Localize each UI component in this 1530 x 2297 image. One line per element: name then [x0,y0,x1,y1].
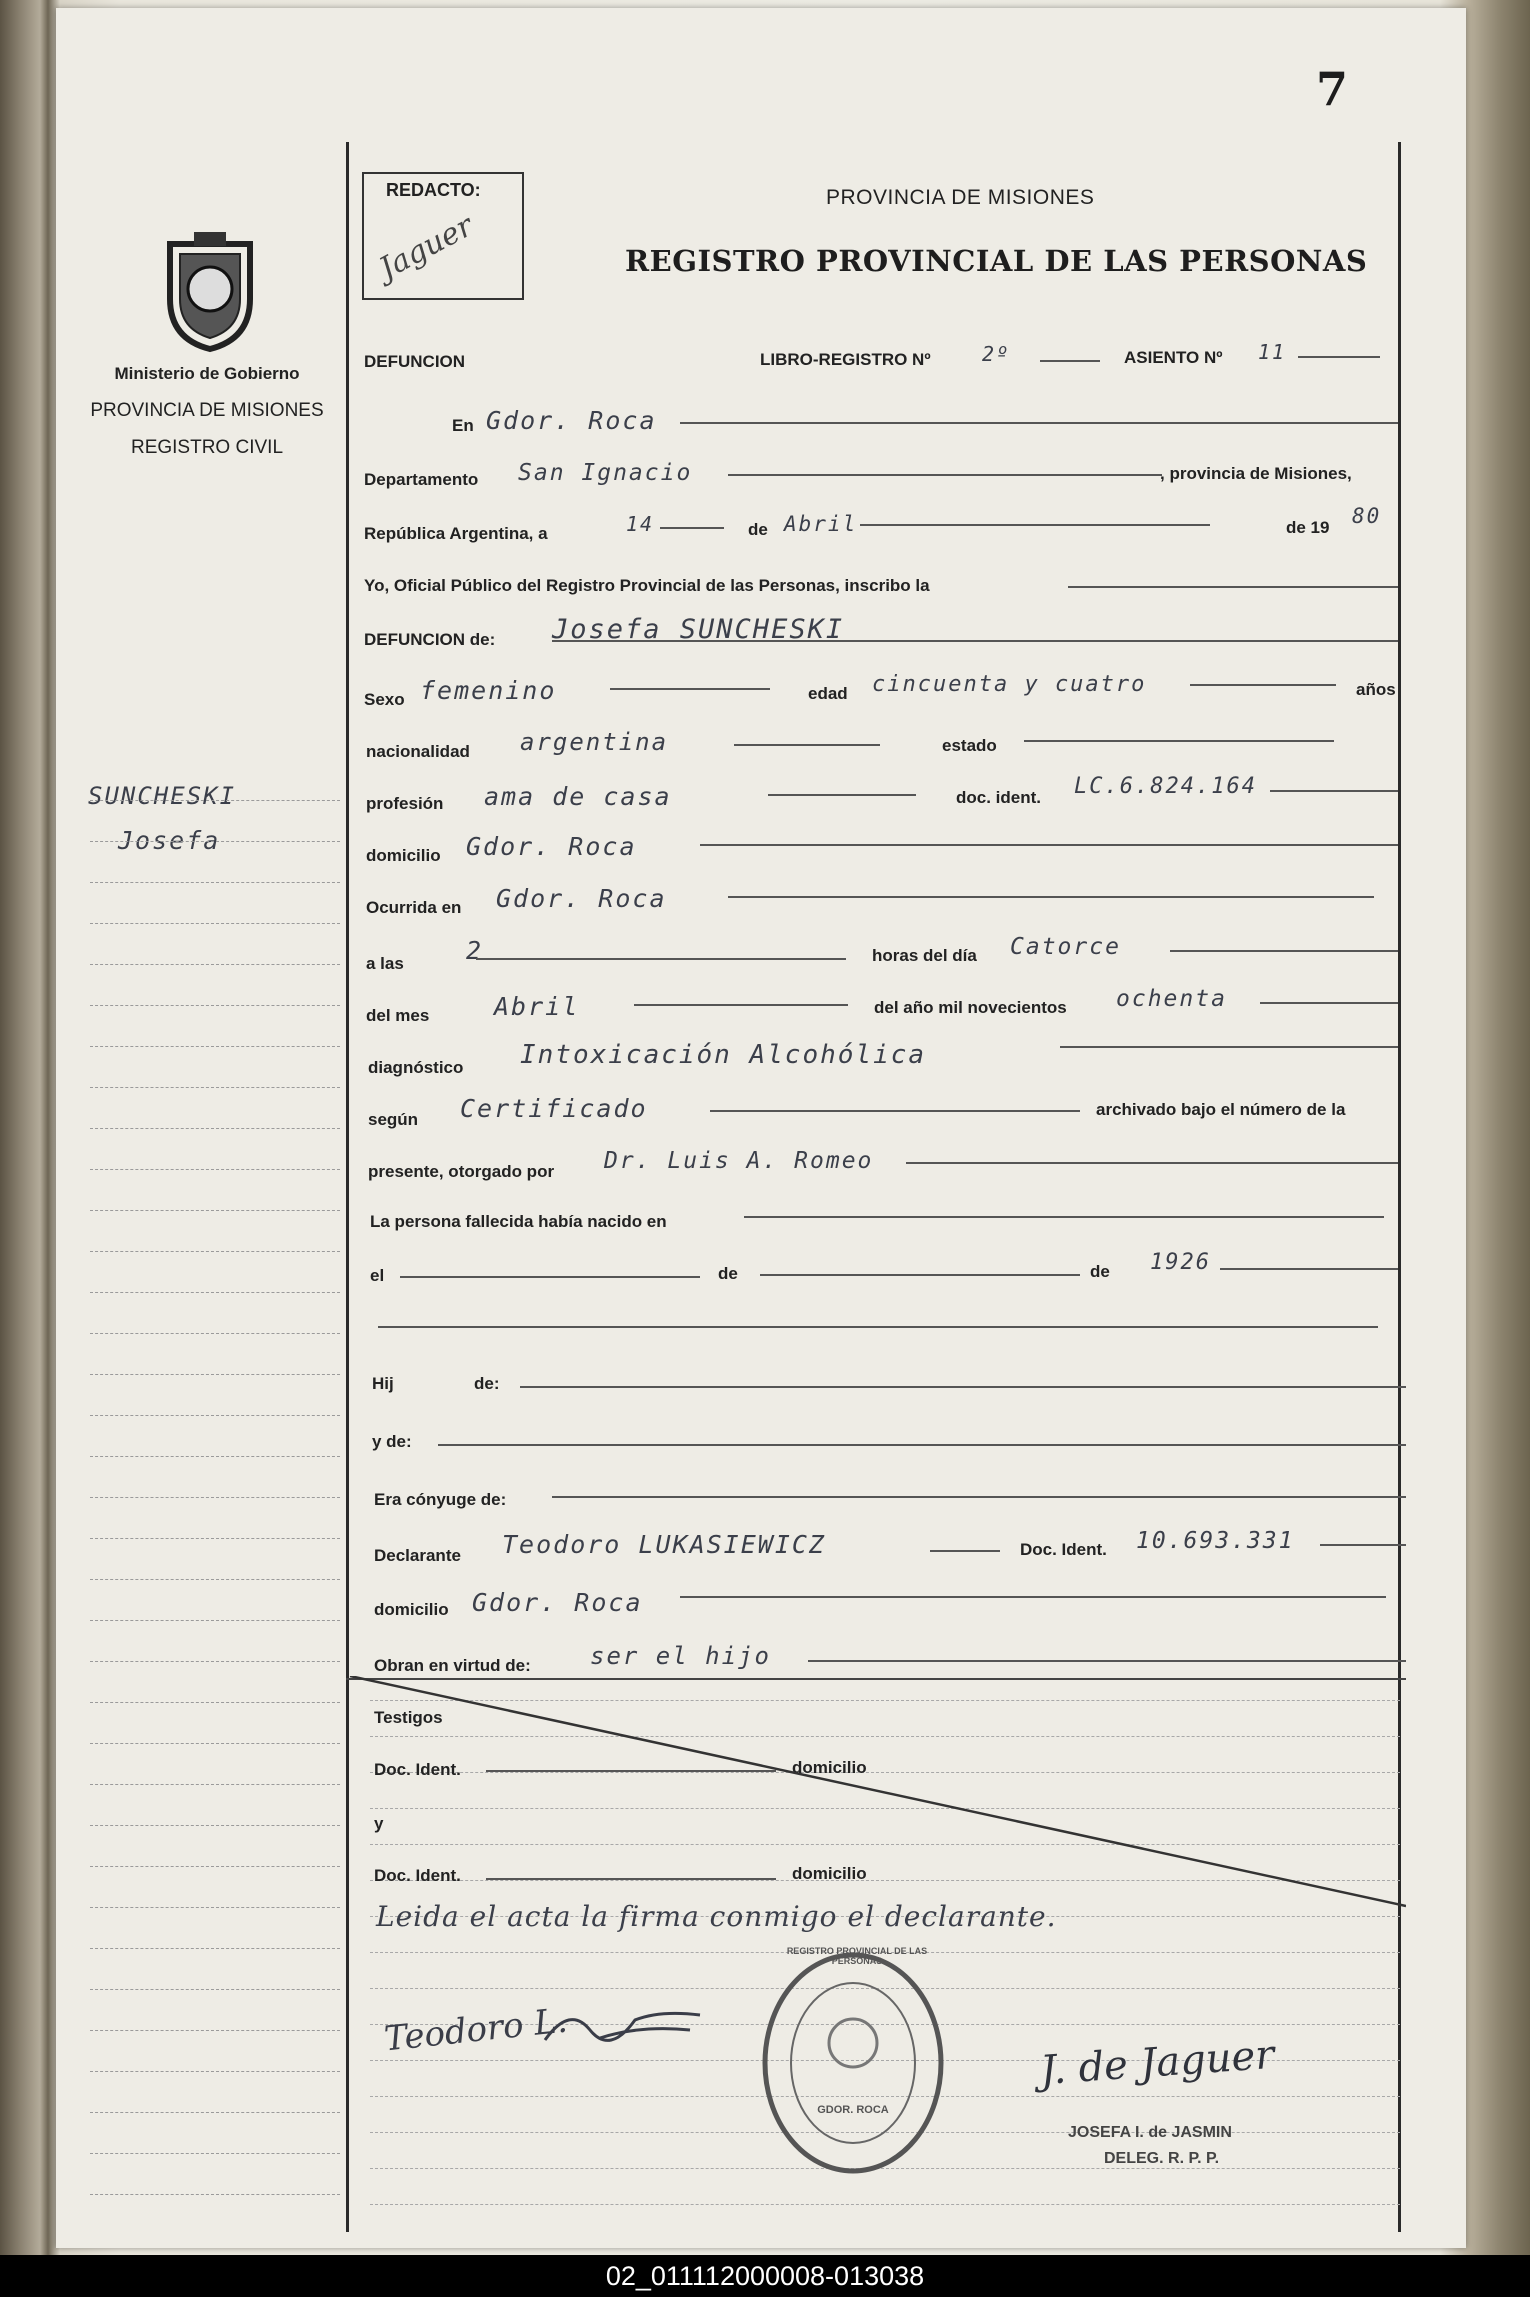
stamp-name: JOSEFA I. de JASMIN [1068,2124,1232,2141]
testigos-label: Testigos [374,1708,443,1727]
provincia-label: , provincia de Misiones, [1160,464,1352,483]
nacionalidad-fill [734,744,880,746]
margin-rule [90,1743,340,1744]
right-border [1398,142,1401,2232]
margin-rule [90,800,340,801]
defuncion-de-label: DEFUNCION de: [364,630,496,649]
margin-rule [90,2112,340,2113]
footer-id: 02_011112000008-013038 [0,2255,1530,2297]
margin-rule [90,1169,340,1170]
ministry-line-3: REGISTRO CIVIL [130,437,284,458]
registry-heading: REGISTRO PROVINCIAL DE LAS PERSONAS [625,244,1368,278]
seal-center-text: GDOR. ROCA [817,2104,889,2116]
asiento-value: 11 [1258,340,1287,364]
defuncion-de-value: Josefa SUNCHESKI [552,614,845,645]
margin-rule [90,841,340,842]
decl-doc-value: 10.693.331 [1136,1528,1295,1554]
margin-rule [90,1251,340,1252]
el-label: el [370,1266,385,1285]
alas-fill [476,958,846,960]
edad-value: cincuenta y cuatro [872,672,1147,697]
margin-rule [90,2030,340,2031]
segun-value: Certificado [460,1094,648,1123]
margin-rule [90,1661,340,1662]
sexo-label: Sexo [364,690,405,709]
profesion-fill [768,794,916,796]
margin-rule [90,1538,340,1539]
nacido-label: La persona fallecida había nacido en [370,1212,667,1231]
mes-value: Abril [784,512,858,536]
en-value: Gdor. Roca [486,406,657,435]
margin-rule [90,1784,340,1785]
anos-label: años [1356,680,1396,699]
ocurrida-value: Gdor. Roca [496,884,667,913]
t-y-label: y [374,1814,384,1833]
margin-rule [90,1579,340,1580]
margin-rule [90,1989,340,1990]
obran-label: Obran en virtud de: [374,1656,531,1675]
yde-label: y de: [372,1432,412,1451]
t-doc-label: Doc. Ident. [374,1760,461,1779]
nacido-fill-2 [378,1326,1378,1328]
libro-value: 2º [982,342,1011,366]
margin-surname: SUNCHESKI [88,782,237,810]
segun-label: según [368,1110,419,1129]
ministry-line-2: PROVINCIA DE MISIONES [90,400,324,421]
alas-label: a las [366,954,404,973]
margin-rule [90,1907,340,1908]
redacto-label: REDACTO: [386,180,481,200]
domicilio2-value: Gdor. Roca [472,1588,643,1617]
margin-rule [90,1866,340,1867]
presente-fill [906,1162,1398,1164]
diagnostico-fill [1060,1046,1398,1048]
seal-ring-text: REGISTRO PROVINCIAL DE LAS PERSONAS [786,1946,928,1966]
ministry-line-1: Ministerio de Gobierno [114,364,300,383]
de-colon-label: de: [474,1374,500,1393]
yo-fill [1068,586,1398,588]
margin-rule [90,1620,340,1621]
declarante-label: Declarante [374,1546,461,1565]
obran-fill [808,1660,1406,1662]
profesion-label: profesión [366,794,444,813]
dia-fill [660,527,724,529]
margin-rule [90,1456,340,1457]
margin-rule [90,1128,340,1129]
t2-doc-label: Doc. Ident. [374,1866,461,1885]
ministry-seal-icon [150,224,270,354]
margin-rule [90,1292,340,1293]
margin-rule [90,1415,340,1416]
margin-rule [90,1333,340,1334]
el-fill [400,1276,700,1278]
hij-label: Hij [372,1374,394,1393]
closing-value: Leida el acta la firma conmigo el declarante. [376,1900,1057,1933]
domicilio-fill [700,844,1398,846]
defuncion-label: DEFUNCION [364,352,466,371]
archivado-label: archivado bajo el número de la [1096,1100,1346,1119]
profesion-value: ama de casa [484,782,672,811]
yde-fill [438,1444,1406,1446]
republica-label: República Argentina, a [364,524,548,543]
nacionalidad-value: argentina [520,728,669,756]
nacionalidad-label: nacionalidad [366,742,470,761]
asiento-fill [1298,356,1380,358]
margin-rule [90,1497,340,1498]
presente-value: Dr. Luis A. Romeo [604,1148,874,1174]
signature-scribble-icon [540,2000,710,2050]
de-label: de [748,520,768,539]
diagnostico-label: diagnóstico [368,1058,464,1077]
province-heading: PROVINCIA DE MISIONES [826,186,1095,209]
cross-out-line [346,1676,1406,1916]
domicilio2-fill [680,1596,1386,1598]
departamento-fill [728,474,1162,476]
dia-value: 14 [626,512,655,536]
margin-rule [90,1825,340,1826]
margin-divider [346,142,349,2232]
delmes-label: del mes [366,1006,430,1025]
conyuge-fill [552,1496,1406,1498]
page-number: 7 [1316,62,1349,116]
stamp-title: DELEG. R. P. P. [1104,2150,1220,2167]
margin-rule [90,1702,340,1703]
margin-rule [90,2071,340,2072]
hij-fill [520,1386,1406,1388]
diagnostico-value: Intoxicación Alcohólica [520,1040,927,1070]
redacto-initials: Jaguer [373,208,479,287]
horas-label: horas del día [872,946,977,965]
doc-label: doc. ident. [956,788,1041,807]
horas-value: Catorce [1010,934,1121,960]
horas-fill [1170,950,1398,952]
signature-declarante: Teodoro L. [382,2000,570,2060]
edad-fill [1190,684,1336,686]
margin-rule [90,1948,340,1949]
segun-fill [710,1110,1080,1112]
estado-label: estado [942,736,997,755]
edad-label: edad [808,684,848,703]
nac-anio-value: 1926 [1150,1250,1211,1275]
margin-given-name: Josefa [118,826,221,855]
delmes-value: Abril [494,992,580,1021]
margin-rule [90,2194,340,2195]
obran-value: ser el hijo [590,1642,771,1670]
mes-fill [860,524,1210,526]
decl-doc-fill [1320,1544,1406,1546]
asiento-label: ASIENTO Nº [1124,348,1223,367]
estado-fill [1024,740,1334,742]
margin-rule [90,964,340,965]
redacto-box [362,172,524,300]
margin-rule [90,1210,340,1211]
sexo-fill [610,688,770,690]
domicilio-label: domicilio [366,846,441,865]
ocurrida-fill [728,896,1374,898]
anio-mil-label: del año mil novecientos [874,998,1067,1017]
margin-rule [90,923,340,924]
en-fill [680,422,1398,424]
margin-rule [90,1374,340,1375]
de2-fill [760,1274,1080,1276]
sexo-value: femenino [420,676,557,705]
de19-label: de 19 [1286,518,1330,537]
departamento-label: Departamento [364,470,479,489]
margin-rule [90,2153,340,2154]
yo-label: Yo, Oficial Público del Registro Provincial de las Personas, inscribo la [364,576,930,595]
margin-rule [90,1005,340,1006]
decl-doc-label: Doc. Ident. [1020,1540,1107,1559]
doc-value: LC.6.824.164 [1074,774,1257,799]
anio-mil-fill [1260,1002,1398,1004]
signature-official: J. de Jaguer [1038,2031,1276,2095]
declarante-fill [930,1550,1000,1552]
presente-label: presente, otorgado por [368,1162,555,1181]
conyuge-label: Era cónyuge de: [374,1490,507,1509]
nacido-fill [744,1216,1384,1218]
alas-value: 2 [466,936,484,965]
official-seal-icon [758,1948,948,2178]
margin-rule [90,1087,340,1088]
t-dom-label: domicilio [792,1758,867,1777]
doc-fill [1270,790,1398,792]
domicilio2-label: domicilio [374,1600,449,1619]
delmes-fill [634,1004,848,1006]
domicilio-value: Gdor. Roca [466,832,637,861]
declarante-value: Teodoro LUKASIEWICZ [502,1530,826,1559]
defuncion-de-fill [552,640,1398,642]
libro-fill [1040,360,1100,362]
libro-label: LIBRO-REGISTRO Nº [760,350,931,369]
ocurrida-label: Ocurrida en [366,898,462,917]
departamento-value: San Ignacio [518,460,693,486]
anio-mil-value: ochenta [1116,986,1227,1012]
margin-rule [90,1046,340,1047]
de2-label: de [718,1264,738,1283]
nac-anio-fill [1220,1268,1398,1270]
form-rule [370,2204,1400,2205]
en-label: En [452,416,474,435]
margin-rule [90,882,340,883]
de3-label: de [1090,1262,1110,1281]
t2-dom-label: domicilio [792,1864,867,1883]
anio-value: 80 [1352,504,1382,528]
